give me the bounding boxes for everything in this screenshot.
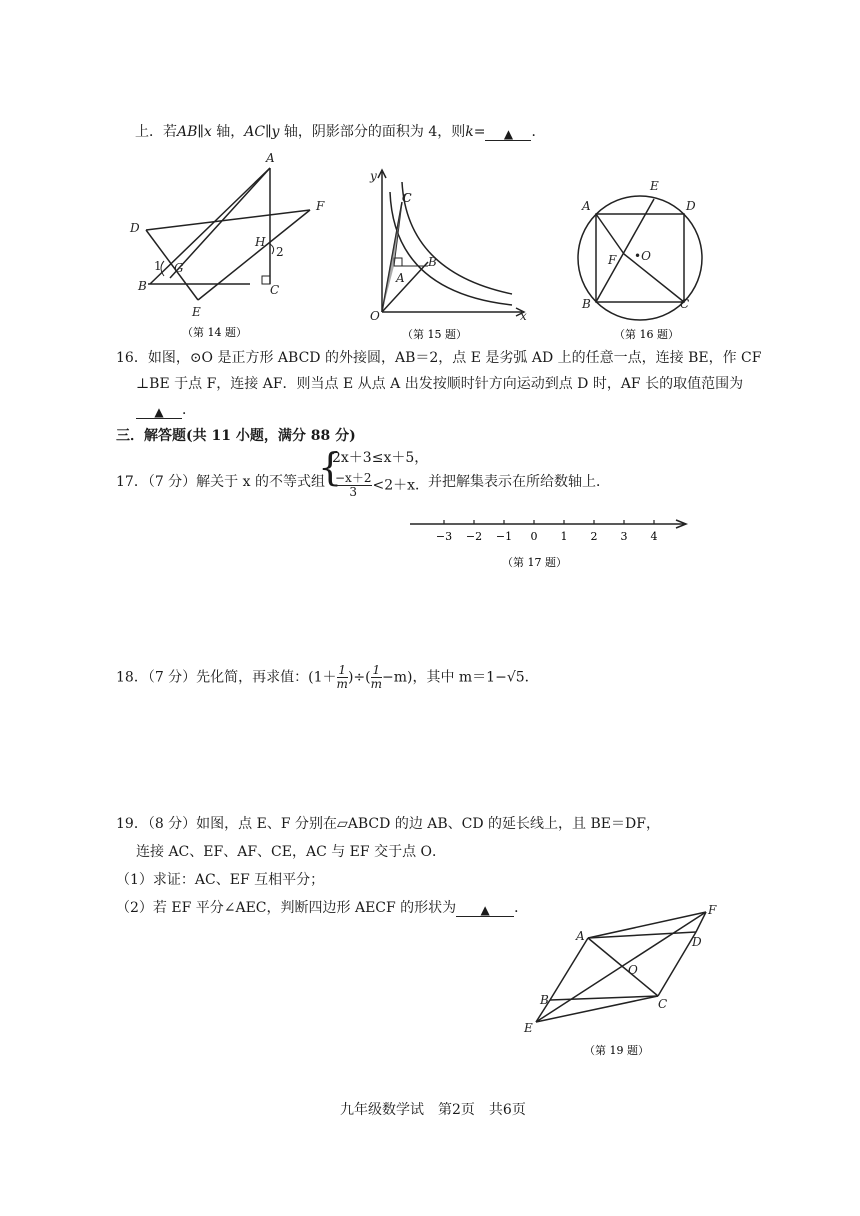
label-e: E xyxy=(650,179,659,193)
label-c: C xyxy=(402,191,412,205)
label-b: B xyxy=(540,993,549,1007)
label-a: A xyxy=(576,929,585,943)
question-17-suffix: 并把解集表示在所给数轴上． xyxy=(428,474,610,490)
label-f: F xyxy=(608,253,617,267)
figure-17-caption: （第 17 题） xyxy=(502,556,567,569)
fraction-denominator: 3 xyxy=(349,485,358,499)
label-e: E xyxy=(524,1021,533,1035)
figure-16 xyxy=(568,172,718,344)
page-footer: 九年级数学试 第2页 共6页 xyxy=(340,1102,526,1118)
label-g: G xyxy=(174,261,184,275)
text: ． xyxy=(514,900,529,916)
text: ． xyxy=(182,402,196,418)
text: 上．若 xyxy=(135,124,177,140)
label-e: E xyxy=(192,305,201,319)
label-o: O xyxy=(370,309,380,323)
segment-cf xyxy=(624,254,684,302)
brace: { xyxy=(318,445,343,489)
shaded-region xyxy=(382,202,402,312)
fraction-denominator: m xyxy=(336,677,348,691)
text: −m)，其中 m＝1−√5． xyxy=(381,669,539,686)
text: AC xyxy=(244,124,266,140)
text: ∥ xyxy=(197,124,204,140)
label-x: x xyxy=(520,309,527,323)
text: ∥ xyxy=(265,124,272,140)
text: y xyxy=(271,124,280,140)
label-d: D xyxy=(130,221,140,235)
text: )÷( xyxy=(347,669,371,686)
text: AB xyxy=(177,124,198,140)
label-b: B xyxy=(582,297,591,311)
text: ． xyxy=(531,124,546,140)
fraction-numerator: 1 xyxy=(338,663,347,677)
question-19-line-2: 连接 AC、EF、AF、CE，AC 与 EF 交于点 O． xyxy=(136,844,446,860)
segment-ob xyxy=(382,262,428,312)
segment-af xyxy=(596,214,624,254)
segment-ef xyxy=(198,210,310,300)
text: x xyxy=(203,124,212,140)
label-d: D xyxy=(686,199,696,213)
fraction-numerator: 1 xyxy=(372,663,381,677)
number-line-tick-label: 0 xyxy=(530,530,538,543)
curve-inner xyxy=(390,192,512,305)
question-19-part-2 xyxy=(116,898,528,918)
fraction-denominator: m xyxy=(370,677,382,691)
number-line-tick-label: −1 xyxy=(495,530,513,543)
segment-dc xyxy=(658,932,696,996)
fraction xyxy=(337,664,348,691)
label-o: O xyxy=(628,963,638,977)
segment-a-to-bc xyxy=(170,168,270,278)
label-b: B xyxy=(428,255,437,269)
right-angle-mark xyxy=(262,276,270,284)
section-3-title: 三．解答题(共 11 小题，满分 88 分) xyxy=(116,428,356,444)
figure-14 xyxy=(120,148,340,343)
label-f: F xyxy=(316,199,325,213)
segment-ac xyxy=(588,938,658,996)
figure-14-caption: （第 14 题） xyxy=(182,326,247,339)
label-c: C xyxy=(658,997,668,1011)
question-15-tail xyxy=(135,122,545,142)
label-b: B xyxy=(138,279,147,293)
text: 轴，阴影部分的面积为 4，则 xyxy=(279,124,466,140)
label-y: y xyxy=(370,169,377,183)
inequality-2 xyxy=(334,472,429,499)
figure-16-caption: （第 16 题） xyxy=(614,328,679,341)
label-c: C xyxy=(270,283,280,297)
figure-15 xyxy=(362,162,542,344)
question-18 xyxy=(116,664,539,691)
figure-19-caption: （第 19 题） xyxy=(584,1044,649,1057)
text: = xyxy=(473,124,486,140)
figure-15-caption: （第 15 题） xyxy=(402,328,467,341)
number-line-tick-label: 1 xyxy=(560,530,568,543)
number-line-tick-label: −2 xyxy=(465,530,483,543)
segment-ef xyxy=(536,912,706,1022)
segment-ab xyxy=(550,938,588,1000)
answer-blank[interactable] xyxy=(456,900,514,917)
label-c: C xyxy=(680,297,690,311)
segment-df xyxy=(146,210,310,230)
number-line xyxy=(406,512,696,572)
label-1: 1 xyxy=(154,259,162,273)
text: <2＋x． xyxy=(372,477,430,494)
label-h: H xyxy=(255,235,266,249)
question-16-answer xyxy=(136,400,196,420)
number-line-tick-label: 3 xyxy=(620,530,628,543)
question-19-line-1: 19．（8 分）如图，点 E、F 分别在▱ABCD 的边 AB、CD 的延长线上，且 BE＝DF， xyxy=(116,816,660,832)
fraction xyxy=(334,472,372,499)
label-d: D xyxy=(692,935,702,949)
text: （2）若 EF 平分∠AEC，判断四边形 AECF 的形状为 xyxy=(116,900,457,916)
answer-blank[interactable] xyxy=(136,402,182,419)
curve-outer xyxy=(402,182,512,294)
text: k xyxy=(465,124,474,140)
label-a: A xyxy=(396,271,405,285)
blank-marker: ▲ xyxy=(154,405,164,419)
answer-blank[interactable] xyxy=(485,124,531,141)
blank-marker: ▲ xyxy=(480,903,490,917)
number-line-tick-label: 2 xyxy=(590,530,598,543)
text: 轴， xyxy=(211,124,245,140)
question-17-prefix: 17．（7 分）解关于 x 的不等式组 xyxy=(116,474,325,490)
text: 18．（7 分）先化简，再求值：(1＋ xyxy=(116,669,337,686)
inequality-1: 2x＋3≤x＋5， xyxy=(332,450,429,466)
number-line-tick-label: −3 xyxy=(435,530,453,543)
label-a: A xyxy=(582,199,591,213)
question-16-line-1: 16．如图，⊙O 是正方形 ABCD 的外接圆，AB＝2，点 E 是劣弧 AD 上的任意一点，连接 BE，作 CF xyxy=(116,350,762,366)
fraction-numerator: −x＋2 xyxy=(335,471,372,485)
label-a: A xyxy=(266,151,275,165)
question-16-line-2: ⊥BE 于点 F，连接 AF．则当点 E 从点 A 出发按顺时针方向运动到点 D 时，AF 长的取值范围为 xyxy=(136,376,744,392)
label-f: F xyxy=(708,903,717,917)
segment-ab xyxy=(150,168,270,284)
label-2: 2 xyxy=(276,245,284,259)
blank-marker: ▲ xyxy=(503,127,514,141)
fraction xyxy=(371,664,382,691)
question-19-part-1: （1）求证：AC、EF 互相平分； xyxy=(116,872,325,888)
label-o: •O xyxy=(634,249,651,263)
figure-19 xyxy=(516,900,726,1066)
number-line-tick-label: 4 xyxy=(650,530,658,543)
